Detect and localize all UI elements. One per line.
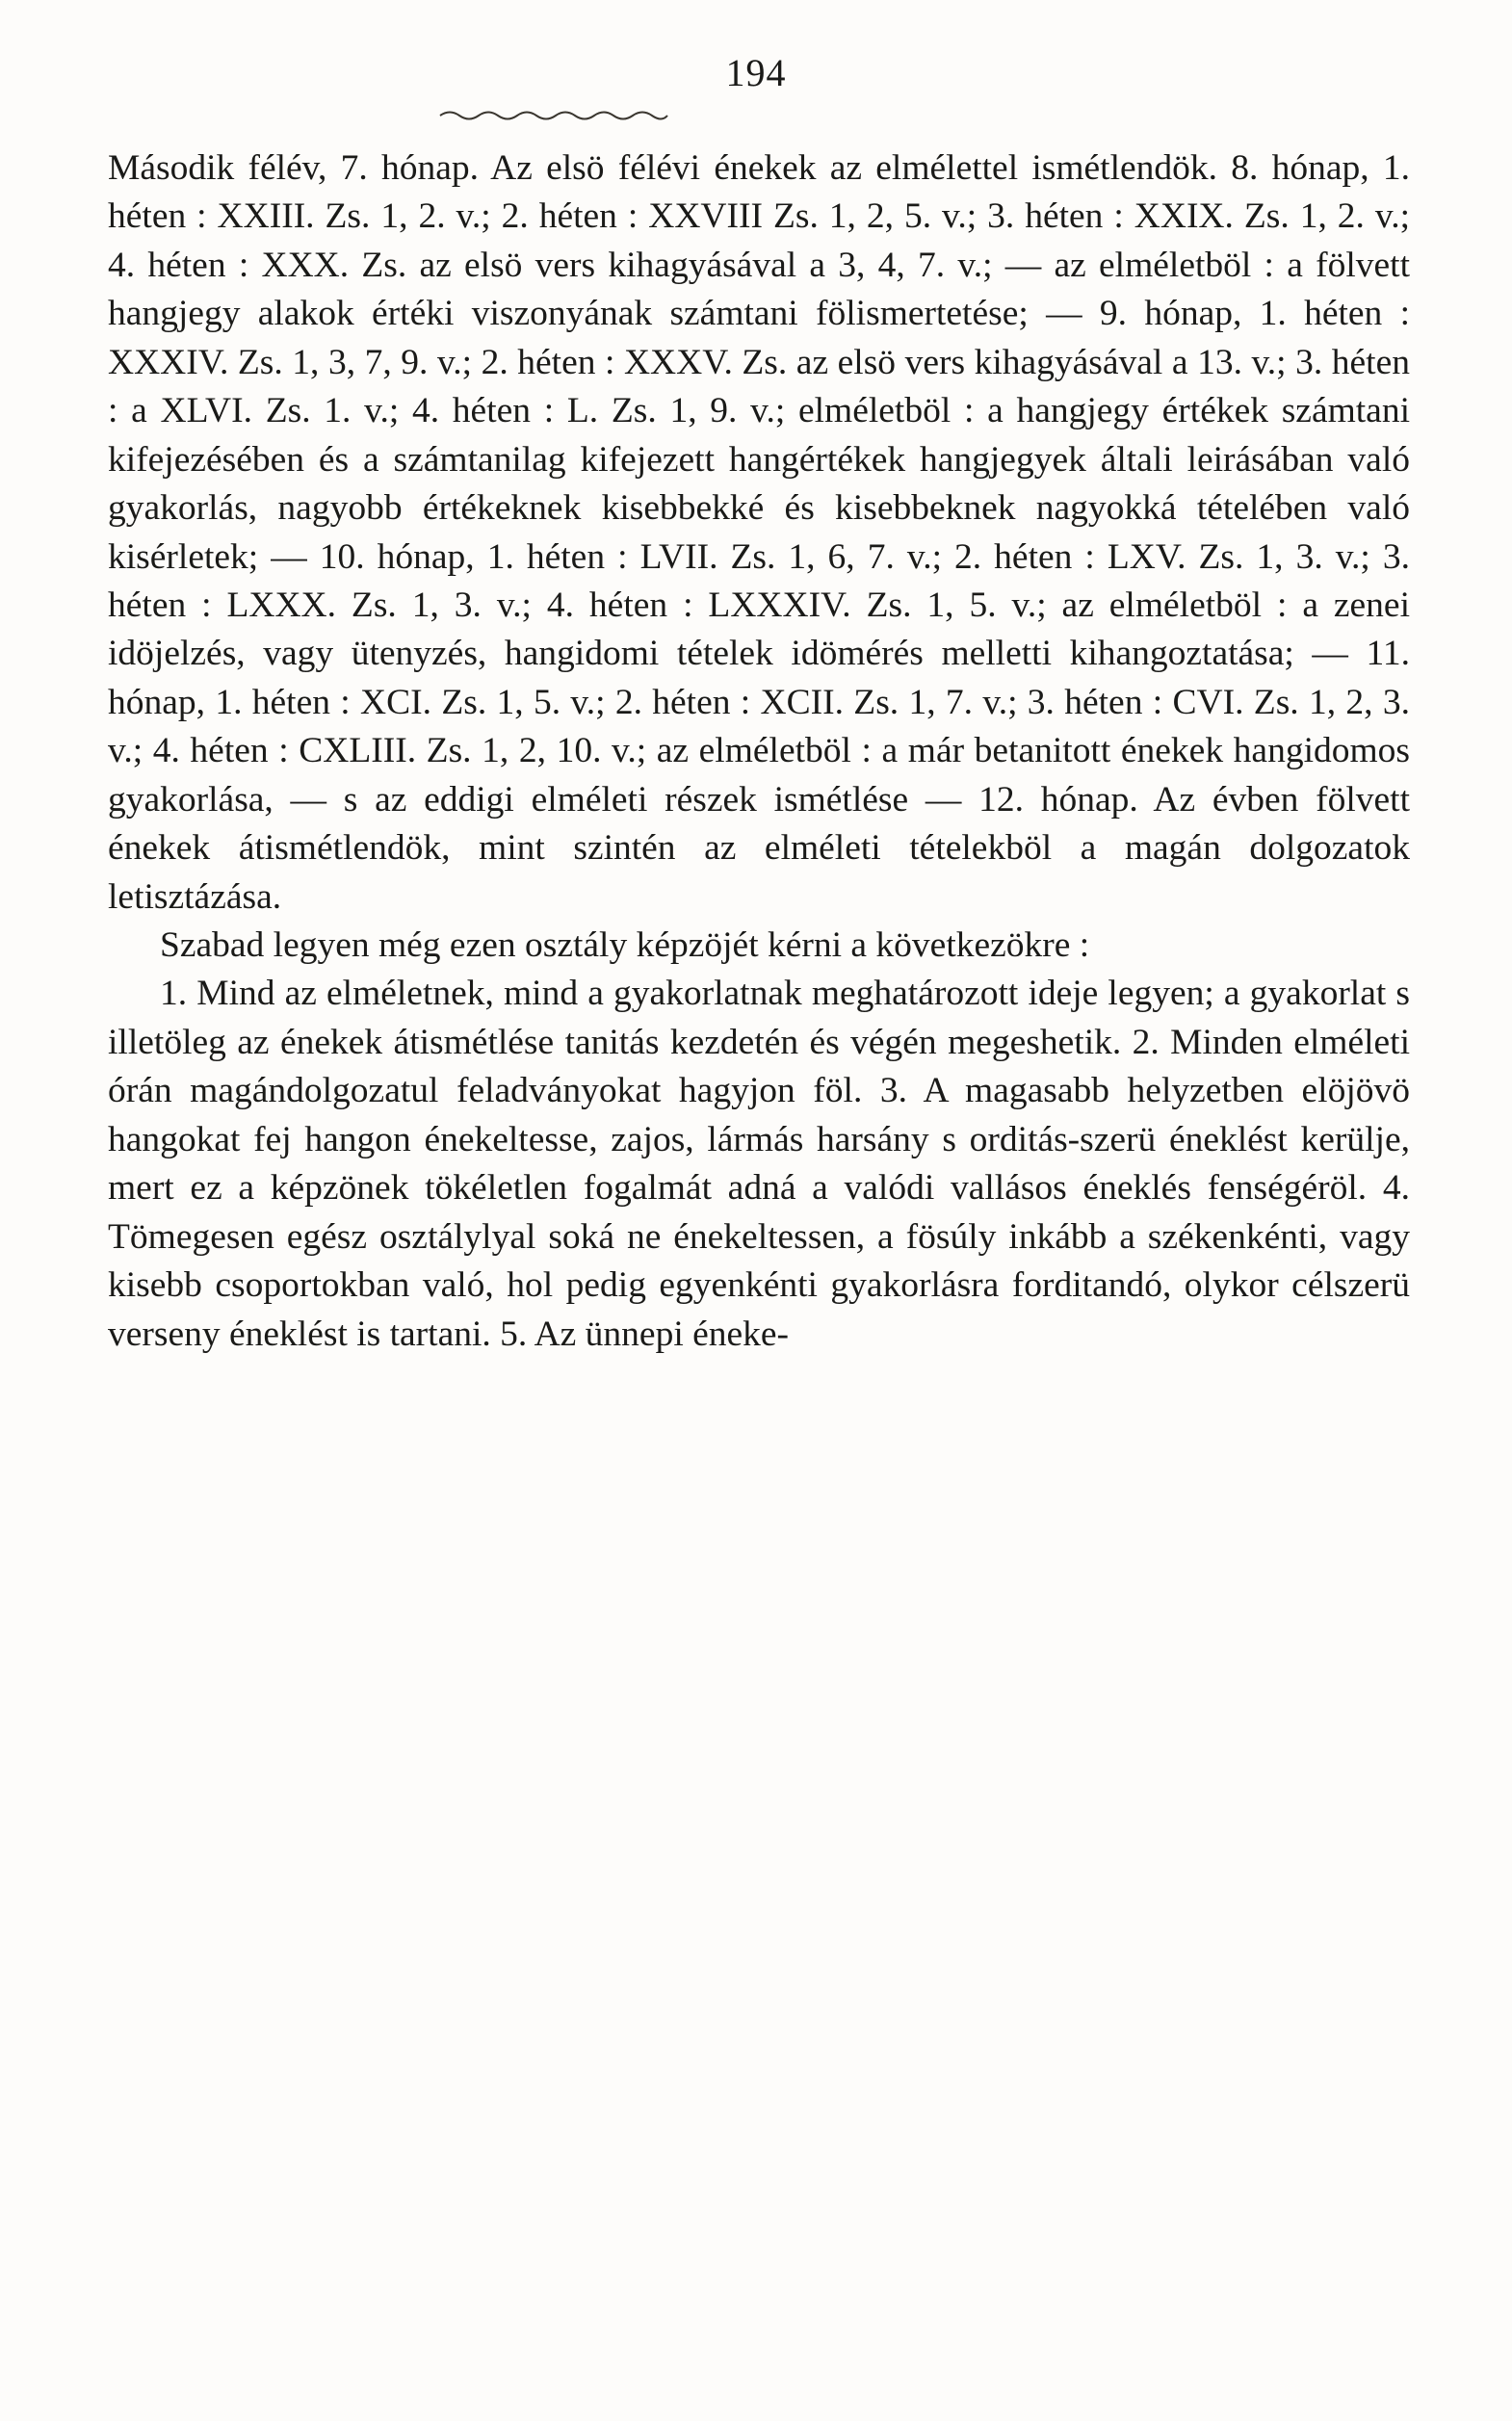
page-number: 194 [725, 51, 787, 94]
paragraph: 1. Mind az elméletnek, mind a gyakorlatnak meghatározott ideje legyen; a gyakorlat s illetöleg az énekek átismétlése tanitás kezdetén és végén megeshetik. 2. Minden elméleti órán magándolgozatul feladványokat hagyjon föl. 3. A magasabb helyzetben elöjövö hangokat fej hangon énekeltesse, zajos, lármás harsány s orditás-szerü éneklést kerülje, mert ez a képzönek tökéletlen fogalmát adná a valódi vallásos éneklés fenségéröl. 4. Tömegesen egész osztálylyal soká ne énekeltessen, a fösúly inkább a székenkénti, vagy kisebb csoportokban való, hol pedig egyenkénti gyakorlásra forditandó, olykor célszerü verseny éneklést is tartani. 5. Az ünnepi éneke- [108, 974, 1410, 1354]
page-body [108, 144, 1410, 1359]
paragraph: Szabad legyen még ezen osztály képzöjét kérni a következökre : [160, 925, 1090, 965]
wavy-rule-ornament [438, 108, 669, 121]
paragraph: Második félév, 7. hónap. Az elsö félévi énekek az elmélettel ismétlendök. 8. hónap, 1. héten : XXIII. Zs. 1, 2. v.; 2. héten : XXVIII Zs. 1, 2, 5. v.; 3. héten : XXIX. Zs. 1, 2. v.; 4. héten : XXX. Zs. az elsö vers kihagyásával a 3, 4, 7. v.; — az elméletböl : a fölvett hangjegy alakok értéki viszonyának számtani fölismertetése; — 9. hónap, 1. héten : XXXIV. Zs. 1, 3, 7, 9. v.; 2. héten : XXXV. Zs. az elsö vers kihagyásával a 13. v.; 3. héten : a XLVI. Zs. 1. v.; 4. héten : L. Zs. 1, 9. v.; elméletböl : a hangjegy értékek számtani kifejezésében és a számtanilag kifejezett hangértékek hangjegyek általi leirásában való gyakorlás, nagyobb értékeknek kisebbekké és kisebbeknek nagyokká tételében való kisérletek; — 10. hónap, 1. héten : LVII. Zs. 1, 6, 7. v.; 2. héten : LXV. Zs. 1, 3. v.; 3. héten : LXXX. Zs. 1, 3. v.; 4. héten : LXXXIV. Zs. 1, 5. v.; az elméletböl : a zenei idöjelzés, vagy ütenyzés, hangidomi tételek idömérés melletti kihangoztatása; — 11. hónap, 1. héten : XCI. Zs. 1, 5. v.; 2. héten : XCII. Zs. 1, 7. v.; 3. héten : CVI. Zs. 1, 2, 3. v.; 4. héten : CXLIII. Zs. 1, 2, 10. v.; az elméletböl : a már betanitott énekek hangidomos gyakorlása, — s az eddigi elméleti részek ismétlése — 12. hónap. Az évben fölvett énekek átismétlendök, mint szintén az elméleti tételekböl a magán dolgozatok letisztázása. [108, 148, 1410, 917]
